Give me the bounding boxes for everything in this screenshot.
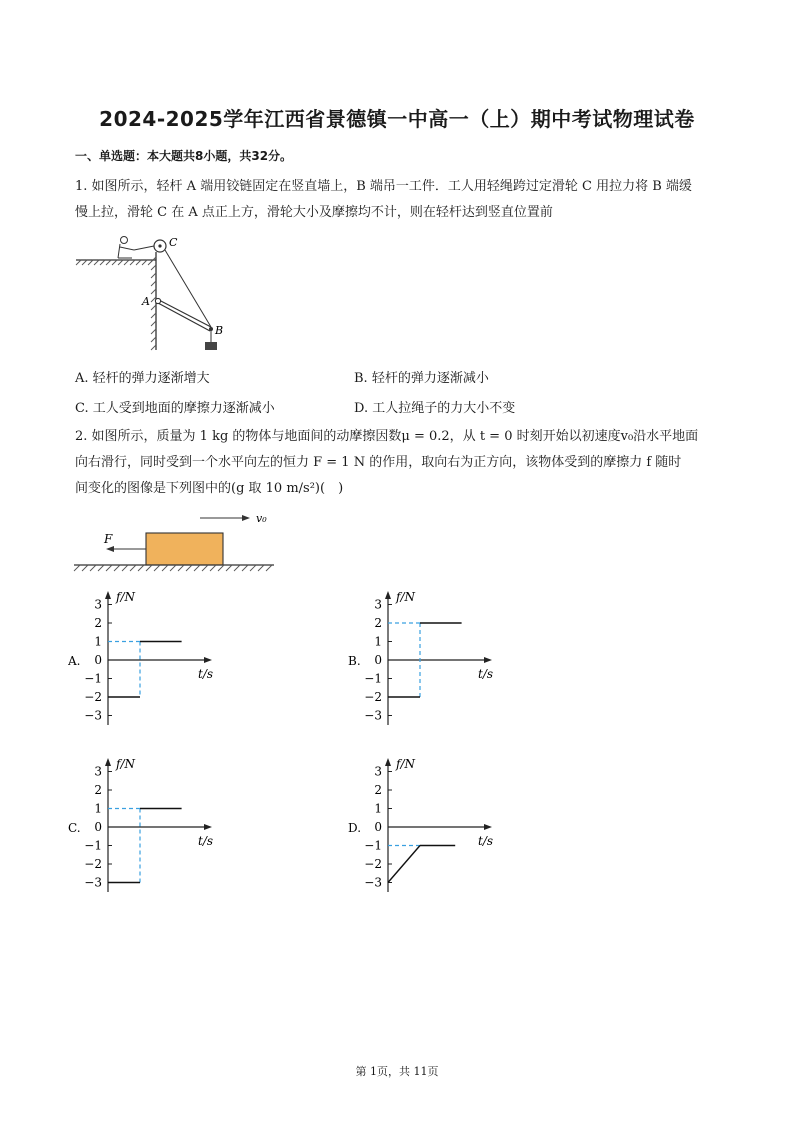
y-tick-label: 3 bbox=[94, 764, 102, 779]
y-tick-label: 2 bbox=[94, 783, 102, 797]
label-c: C bbox=[169, 236, 178, 249]
q1-option-d[interactable]: D. 工人拉绳子的力大小不变 bbox=[354, 401, 516, 416]
q1-option-b[interactable]: B. 轻杆的弹力逐渐减小 bbox=[354, 371, 489, 386]
y-axis-arrow bbox=[385, 591, 391, 599]
x-axis-label: t/s bbox=[478, 834, 494, 848]
y-tick-label: 2 bbox=[94, 616, 102, 630]
y-tick-label: 1 bbox=[374, 634, 382, 649]
y-tick-label: 0 bbox=[94, 820, 102, 834]
q1-option-c[interactable]: C. 工人受到地面的摩擦力逐渐减小 bbox=[75, 401, 275, 416]
q2-text-line1: 2. 如图所示，质量为 1 kg 的物体与地面间的动摩擦因数μ = 0.2，从 t = 0 时刻开始以初速度v₀沿水平地面 bbox=[75, 429, 699, 444]
q1-option-a[interactable]: A. 轻杆的弹力逐渐增大 bbox=[75, 371, 210, 386]
x-axis-arrow bbox=[204, 824, 212, 830]
y-tick-label: 2 bbox=[374, 783, 382, 797]
label-v0: v₀ bbox=[256, 512, 267, 525]
x-axis-arrow bbox=[484, 657, 492, 663]
y-axis-arrow bbox=[105, 591, 111, 599]
option-letter: B. bbox=[348, 654, 361, 668]
q1-text-line1: 1. 如图所示，轻杆 A 端用铰链固定在竖直墙上，B 端吊一工件．工人用轻绳跨过定滑轮 C 用拉力将 B 端缓 bbox=[75, 179, 692, 194]
y-axis-label: f/N bbox=[396, 590, 415, 604]
x-axis-arrow bbox=[484, 824, 492, 830]
y-tick-label: −1 bbox=[84, 838, 102, 853]
x-axis-label: t/s bbox=[198, 667, 214, 681]
label-a: A bbox=[142, 295, 150, 308]
sliding-block bbox=[146, 533, 223, 565]
chart-option-a[interactable] bbox=[68, 585, 243, 730]
data-segment bbox=[388, 846, 420, 883]
y-tick-label: 3 bbox=[374, 597, 382, 612]
y-tick-label: 3 bbox=[374, 764, 382, 779]
page-footer: 第 1页，共 11页 bbox=[355, 1065, 439, 1078]
y-axis-arrow bbox=[105, 758, 111, 766]
q1-text-line2: 慢上拉，滑轮 C 在 A 点正上方，滑轮大小及摩擦均不计，则在轻杆达到竖直位置前 bbox=[75, 205, 553, 220]
y-tick-label: 0 bbox=[374, 820, 382, 834]
y-axis-label: f/N bbox=[116, 757, 135, 771]
y-axis-label: f/N bbox=[396, 757, 415, 771]
y-tick-label: 1 bbox=[94, 801, 102, 816]
y-tick-label: −3 bbox=[364, 875, 382, 890]
workpiece bbox=[205, 342, 217, 350]
label-b: B bbox=[215, 324, 224, 337]
y-axis-arrow bbox=[385, 758, 391, 766]
y-tick-label: 1 bbox=[374, 801, 382, 816]
y-tick-label: −1 bbox=[364, 838, 382, 853]
option-letter: D. bbox=[348, 821, 362, 835]
chart-option-b[interactable] bbox=[348, 585, 523, 730]
section-heading: 一、单选题：本大题共8小题，共32分。 bbox=[75, 149, 293, 163]
x-axis-arrow bbox=[204, 657, 212, 663]
y-tick-label: −2 bbox=[84, 857, 102, 871]
x-axis-label: t/s bbox=[198, 834, 214, 848]
x-axis-label: t/s bbox=[478, 667, 494, 681]
q2-text-line2: 向右滑行，同时受到一个水平向左的恒力 F = 1 N 的作用，取向右为正方向，该物体受到的摩擦力 f 随时 bbox=[75, 455, 682, 470]
q2-figure bbox=[72, 507, 282, 577]
y-tick-label: 2 bbox=[374, 616, 382, 630]
chart-option-d[interactable] bbox=[348, 752, 523, 897]
y-tick-label: −2 bbox=[84, 690, 102, 704]
y-tick-label: −3 bbox=[84, 875, 102, 890]
q1-figure bbox=[72, 232, 232, 356]
page-title: 2024-2025学年江西省景德镇一中高一（上）期中考试物理试卷 bbox=[99, 107, 695, 131]
y-axis-label: f/N bbox=[116, 590, 135, 604]
option-letter: A. bbox=[68, 654, 81, 668]
y-tick-label: 3 bbox=[94, 597, 102, 612]
y-tick-label: −1 bbox=[84, 671, 102, 686]
label-f: F bbox=[104, 532, 113, 546]
q2-text-line3: 间变化的图像是下列图中的(g 取 10 m/s²)( ) bbox=[75, 481, 344, 496]
y-tick-label: −1 bbox=[364, 671, 382, 686]
chart-option-c[interactable] bbox=[68, 752, 243, 897]
y-tick-label: −2 bbox=[364, 690, 382, 704]
option-letter: C. bbox=[68, 821, 81, 835]
worker-icon bbox=[118, 237, 134, 259]
y-tick-label: 1 bbox=[94, 634, 102, 649]
y-tick-label: 0 bbox=[94, 653, 102, 667]
y-tick-label: −2 bbox=[364, 857, 382, 871]
y-tick-label: −3 bbox=[364, 708, 382, 723]
y-tick-label: 0 bbox=[374, 653, 382, 667]
y-tick-label: −3 bbox=[84, 708, 102, 723]
